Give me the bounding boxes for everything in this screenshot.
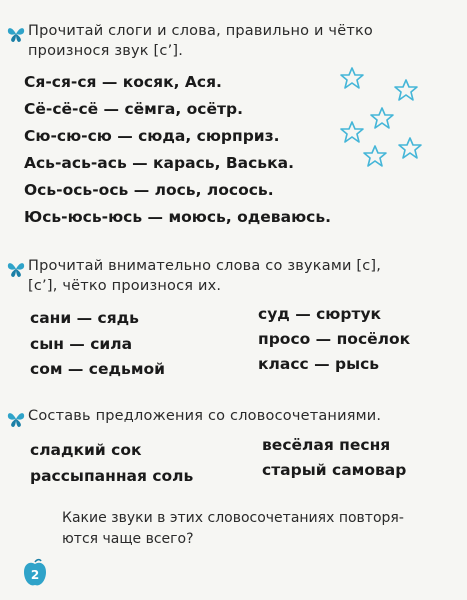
exercise3-instruction <box>28 406 381 426</box>
star-icon <box>395 80 417 100</box>
word-pair: сани — сядь <box>30 309 139 327</box>
syllable-line: Ось-ось-ось — лось, лосось. <box>24 181 274 199</box>
question-text <box>62 508 404 550</box>
exercise2-instruction <box>28 256 381 296</box>
word-pair: просо — посёлок <box>258 330 411 348</box>
exercise1-instruction <box>28 21 373 61</box>
stars-decoration <box>330 62 440 172</box>
syllable-line: Ся-ся-ся — косяк, Ася. <box>24 73 222 91</box>
instruction-line: произнося звук [с’]. <box>28 43 184 59</box>
butterfly-icon <box>6 259 26 279</box>
word-pair: сом — седьмой <box>30 360 165 378</box>
instruction-line: [с’], чётко произнося их. <box>28 278 222 294</box>
syllable-line: Юсь-юсь-юсь — моюсь, одеваюсь. <box>24 208 332 226</box>
star-icon <box>371 108 393 128</box>
phrase: сладкий сок <box>30 441 142 459</box>
page-number-badge <box>22 558 48 588</box>
instruction-line: Прочитай внимательно слова со звуками [с], <box>28 258 382 274</box>
star-icon <box>399 138 421 158</box>
instruction-line: Составь предложения со словосочетаниями. <box>28 408 382 424</box>
star-icon <box>341 68 363 88</box>
star-icon <box>364 146 386 166</box>
syllable-line: Сё-сё-сё — сёмга, осётр. <box>24 100 243 118</box>
butterfly-icon <box>6 409 26 429</box>
word-pair: класс — рысь <box>258 355 380 373</box>
phrase: рассыпанная соль <box>30 467 194 485</box>
butterfly-icon <box>6 24 26 44</box>
star-icon <box>341 122 363 142</box>
question-line: ются чаще всего? <box>62 531 194 547</box>
question-line: Какие звуки в этих словосочетаниях повторя- <box>62 510 404 526</box>
word-pair: сын — сила <box>30 335 133 353</box>
word-pair: суд — сюртук <box>258 305 382 323</box>
page-number: 2 <box>30 568 40 582</box>
syllable-line: Сю-сю-сю — сюда, сюрприз. <box>24 127 280 145</box>
phrase: весёлая песня <box>262 436 391 454</box>
phrase: старый самовар <box>262 461 407 479</box>
syllable-line: Ась-ась-ась — карась, Васька. <box>24 154 294 172</box>
instruction-line: Прочитай слоги и слова, правильно и чётко <box>28 23 373 39</box>
